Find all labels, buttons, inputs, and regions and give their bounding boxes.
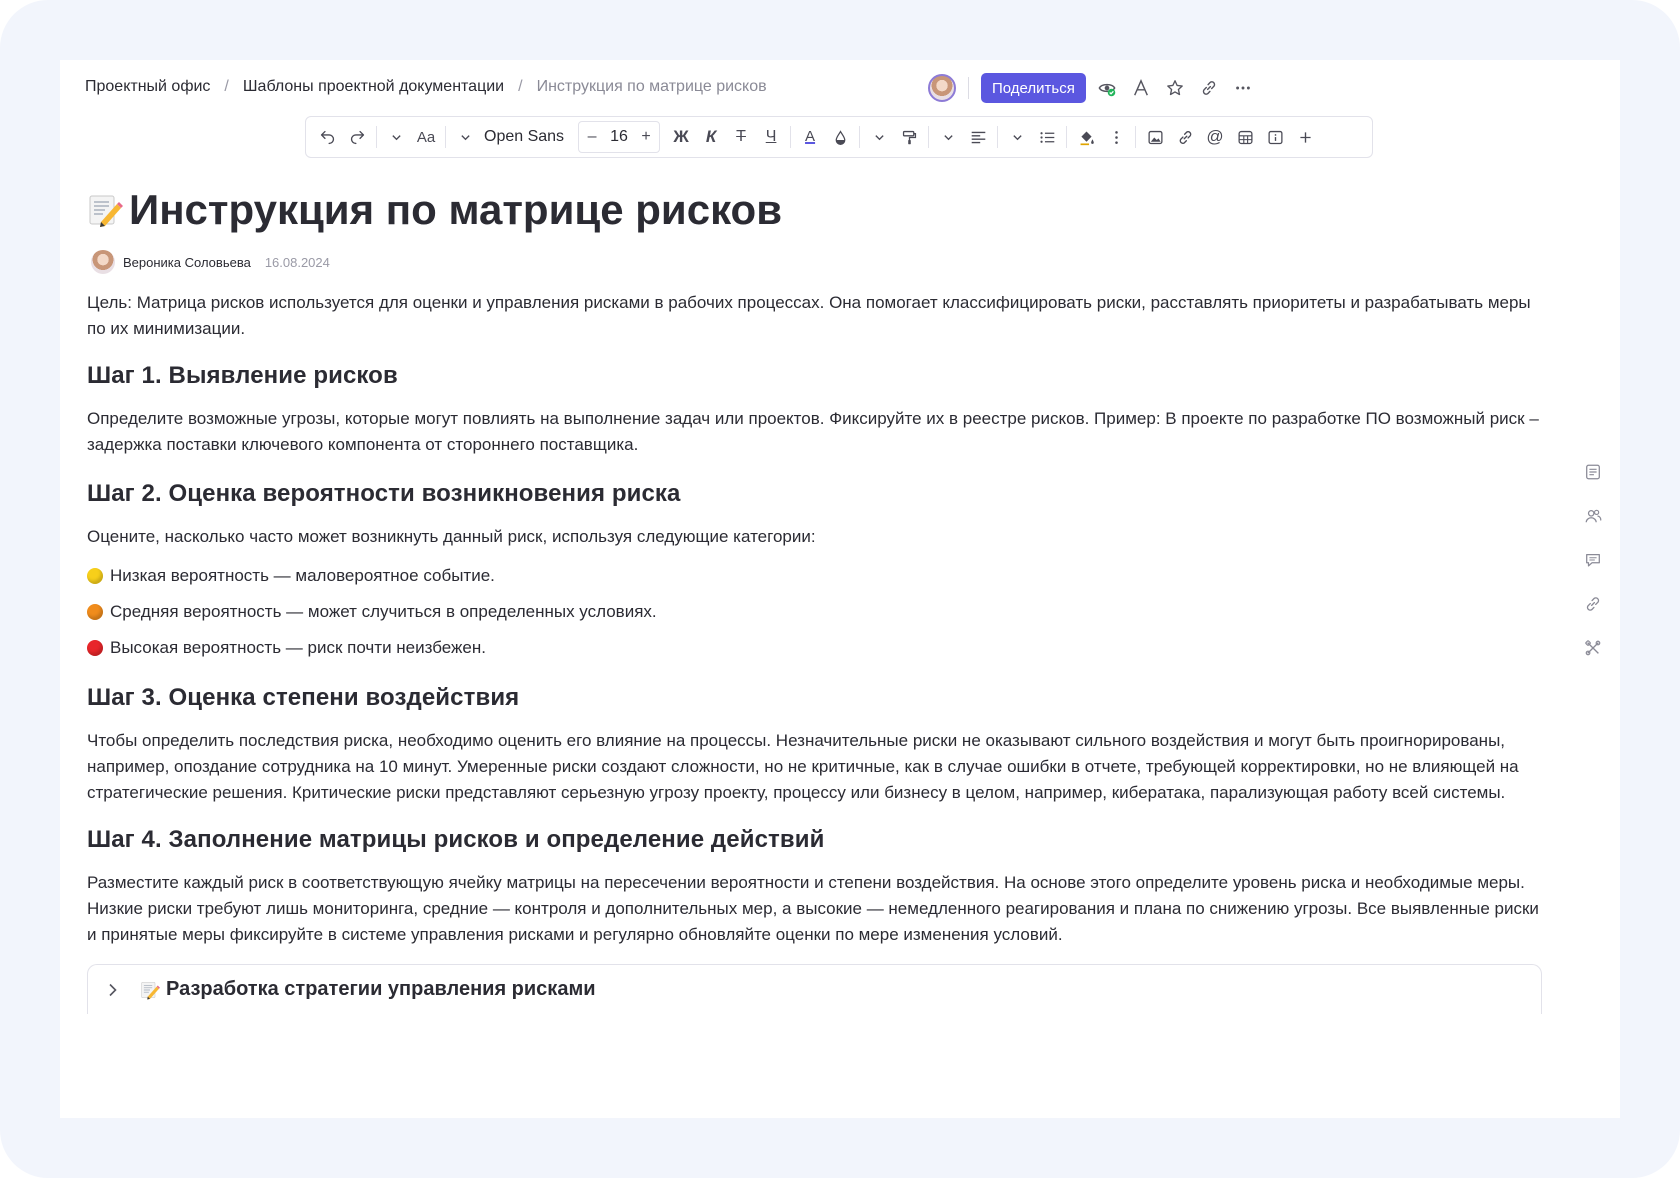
divider <box>997 126 998 148</box>
text-case-button[interactable]: Aa <box>416 128 436 146</box>
font-size-stepper <box>578 121 660 153</box>
underline-button[interactable]: Ч <box>765 128 777 145</box>
chevron-right-icon[interactable] <box>106 983 120 997</box>
list-item[interactable] <box>87 636 1547 660</box>
document-date: 16.08.2024 <box>264 254 330 270</box>
redo-icon[interactable] <box>342 122 372 152</box>
more-icon[interactable] <box>1226 72 1260 104</box>
step1-heading[interactable]: Шаг 1. Выявление рисков <box>87 362 398 389</box>
align-left-icon[interactable] <box>963 122 993 152</box>
format-painter-icon[interactable] <box>894 122 924 152</box>
text-color-label: A <box>805 128 816 145</box>
star-icon[interactable] <box>1158 72 1192 104</box>
right-rail <box>1576 450 1610 670</box>
breadcrumb-item-templates[interactable]: Шаблоны проектной документации <box>242 78 505 95</box>
bold-button[interactable]: Ж <box>673 127 689 146</box>
table-icon[interactable] <box>1230 122 1260 152</box>
author-avatar[interactable] <box>91 250 115 274</box>
divider <box>859 126 860 148</box>
step3-paragraph[interactable]: Чтобы определить последствия риска, необходимо оценить его влияние на процессы. Незначительные риски не оказывают сильного воздействия и могут быть проигнорированы, например, опоздание сотрудника на 10 минут. Умеренные риски создают сложности, но не критичные, как в случае ошибки в отчете, требующей корректировки, но не влияющей на стратегические решения. Критические риски представляют серьезную угрозу проекту, процессу или бизнесу в целом, например, кибератака, парализующая работу всей системы. <box>87 731 1519 802</box>
list-item-text: Высокая вероятность — риск почти неизбежен. <box>110 638 486 657</box>
document-content <box>87 182 1547 1014</box>
share-button[interactable]: Поделиться <box>981 73 1086 103</box>
list-item-text: Низкая вероятность — маловероятное событие. <box>110 566 495 585</box>
toggle-block[interactable] <box>87 964 1542 1014</box>
image-icon[interactable] <box>1140 122 1170 152</box>
undo-icon[interactable] <box>312 122 342 152</box>
fill-bucket-icon[interactable] <box>1071 122 1101 152</box>
intro-line: Цель: Матрица рисков используется для оценки и управления рисками в рабочих процессах. Она помогает классифицировать риски, расставлять приоритеты и разрабатывать меры <box>87 293 1531 312</box>
strikethrough-button[interactable]: Т <box>736 128 746 145</box>
tools-icon[interactable] <box>1576 626 1610 670</box>
vertical-more-icon[interactable] <box>1101 122 1131 152</box>
chevron-down-icon[interactable] <box>1002 122 1032 152</box>
orange-circle-icon <box>87 604 103 620</box>
memo-icon <box>87 192 123 228</box>
author-name[interactable]: Вероника Соловьева <box>123 254 251 270</box>
eye-check-icon[interactable] <box>1090 72 1124 104</box>
divider <box>928 126 929 148</box>
list-item-text: Средняя вероятность — может случиться в определенных условиях. <box>110 602 657 621</box>
highlight-icon[interactable] <box>825 122 855 152</box>
step4-paragraph[interactable]: Разместите каждый риск в соответствующую ячейку матрицы на пересечении вероятности и степени воздействия. На основе этого определите уровень риска и необходимые меры. Низкие риски требуют лишь мониторинга, средние — контроля и дополнительных мер, а высокие — немедленного реагирования и плана по снижению угрозы. Все выявленные риски и принятые меры фиксируйте в системе управления рисками и регулярно обновляйте оценки по мере изменения условий. <box>87 873 1539 944</box>
mention-button[interactable]: @ <box>1206 127 1224 146</box>
info-icon[interactable] <box>1260 122 1290 152</box>
step4-heading[interactable]: Шаг 4. Заполнение матрицы рисков и определение действий <box>87 826 825 853</box>
intro-line: по их минимизации. <box>87 319 246 338</box>
step2-paragraph[interactable]: Оцените, насколько часто может возникнуть данный риск, используя следующие категории: <box>87 527 816 546</box>
list-item[interactable] <box>87 564 1547 588</box>
divider <box>445 126 446 148</box>
step2-heading[interactable]: Шаг 2. Оценка вероятности возникновения риска <box>87 480 681 507</box>
yellow-circle-icon <box>87 568 103 584</box>
font-icon[interactable] <box>1124 72 1158 104</box>
font-size-increase-button[interactable]: + <box>641 128 651 145</box>
divider <box>1135 126 1136 148</box>
formatting-toolbar <box>305 116 1373 158</box>
intro-paragraph[interactable] <box>87 290 1547 342</box>
users-icon[interactable] <box>1576 494 1610 538</box>
breadcrumb-item-project-office[interactable]: Проектный офис <box>85 78 211 95</box>
comments-icon[interactable] <box>1576 538 1610 582</box>
divider <box>376 126 377 148</box>
link-icon[interactable] <box>1192 72 1226 104</box>
list-item[interactable] <box>87 600 1547 624</box>
chevron-down-icon[interactable] <box>381 122 411 152</box>
step3-heading[interactable]: Шаг 3. Оценка степени воздействия <box>87 684 520 711</box>
link-icon[interactable] <box>1576 582 1610 626</box>
chevron-down-icon[interactable] <box>864 122 894 152</box>
font-size-decrease-button[interactable]: – <box>587 128 597 145</box>
bulleted-list-icon[interactable] <box>1032 122 1062 152</box>
breadcrumb-separator: / <box>518 78 523 95</box>
font-size-value[interactable]: 16 <box>610 128 628 145</box>
header-actions <box>928 72 1260 104</box>
document-page <box>60 60 1620 1118</box>
step1-paragraph[interactable]: Определите возможные угрозы, которые могут повлиять на выполнение задач или проектов. Фиксируйте их в реестре рисков. Пример: В проекте по разработке ПО возможный риск – задержка поставки ключевого компонента от стороннего поставщика. <box>87 409 1539 454</box>
chevron-down-icon[interactable] <box>933 122 963 152</box>
memo-icon <box>140 980 160 1000</box>
divider <box>1066 126 1067 148</box>
breadcrumb-separator: / <box>224 78 229 95</box>
insert-link-icon[interactable] <box>1170 122 1200 152</box>
page-title[interactable] <box>87 182 1547 238</box>
breadcrumb <box>85 78 767 96</box>
italic-button[interactable]: К <box>705 127 717 146</box>
table-of-contents-icon[interactable] <box>1576 450 1610 494</box>
breadcrumb-item-current: Инструкция по матрице рисков <box>536 78 767 95</box>
toggle-title: Разработка стратегии управления рисками <box>166 978 596 1000</box>
font-family-select[interactable]: Open Sans <box>484 128 565 145</box>
divider <box>790 126 791 148</box>
avatar[interactable] <box>928 74 956 102</box>
author-line <box>87 248 1547 276</box>
text-color-button[interactable] <box>795 122 825 152</box>
divider <box>968 77 969 99</box>
add-icon[interactable] <box>1290 122 1320 152</box>
chevron-down-icon[interactable] <box>450 122 480 152</box>
page-title-text: Инструкция по матрице рисков <box>129 186 783 233</box>
red-circle-icon <box>87 640 103 656</box>
